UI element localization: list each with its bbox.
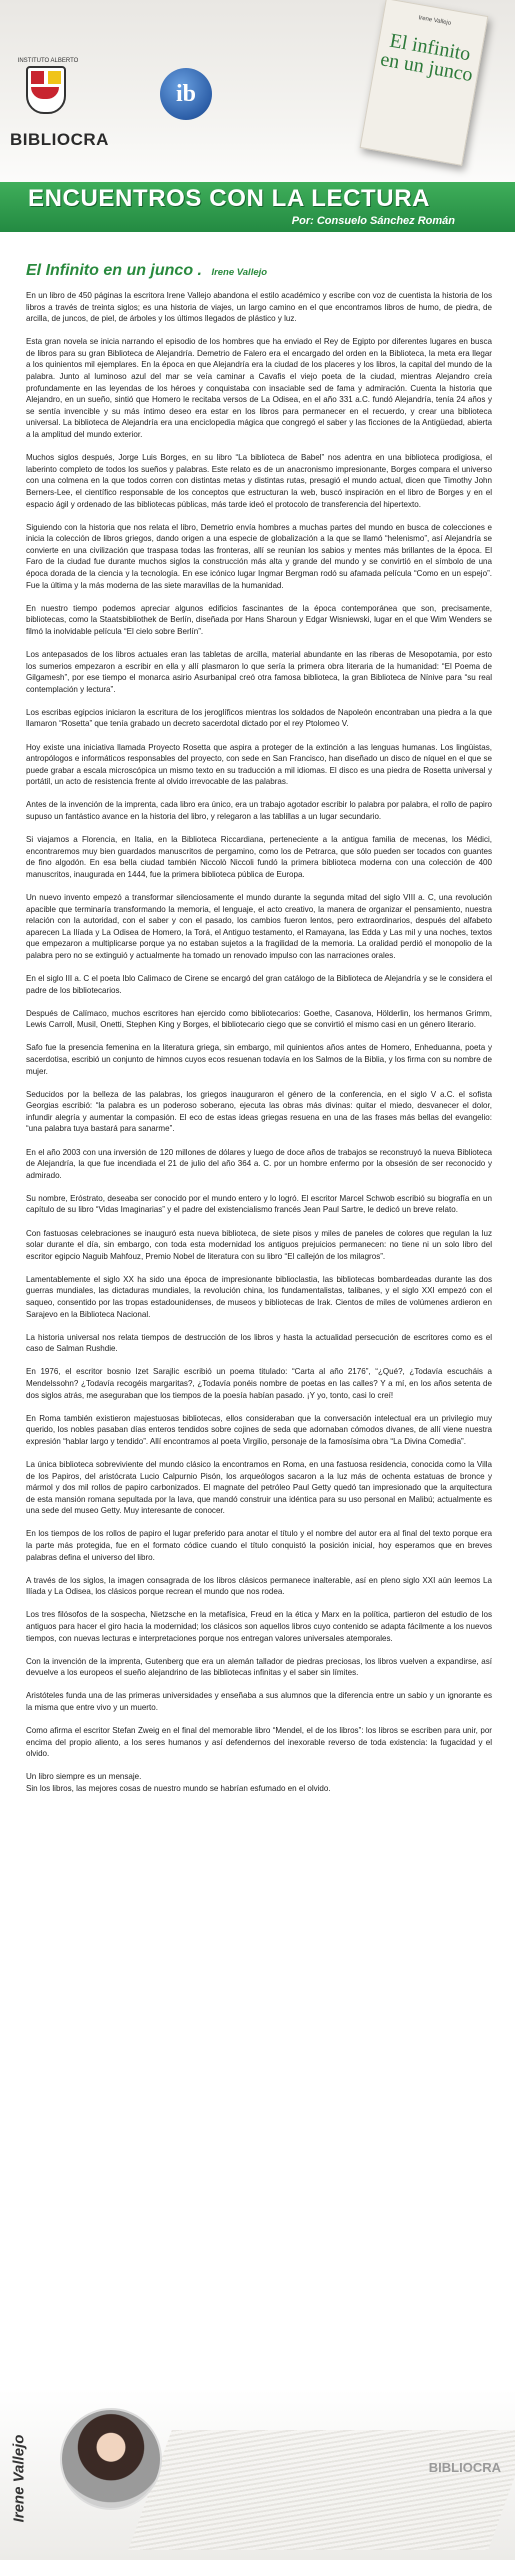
section-banner [0, 182, 515, 232]
brand-logo: BIBLIOCRA [10, 130, 109, 149]
article-paragraph: Muchos siglos después, Jorge Luis Borges, en su libro “La biblioteca de Babel” nos adentra en una biblioteca prodigiosa, el laberinto completo de todos los sueños y palabras. Este relato es de un anacronismo impresionante, Borges compara el universo con una colmena en la que todos corren con distintas metas y distintas rutas, presagió el mundo actual, dicen que Timothy John Berners-Lee, el científico responsable de los conceptos que estructuran la web, buscó inspiración en el libro de Borges y en el espacio ágil y ordenado de las bibliotecas públicas, más tarde ideó el protocolo de transferencia del hipertexto. [26, 453, 492, 509]
article-paragraph: Los tres filósofos de la sospecha, Nietzsche en la metafísica, Freud en la ética y Marx en la política, partieron del estudio de los antiguos para hacer el giro hacia la modernidad; los clásicos son aquellos libros cuyo contenido se adapta fácilmente a los nuevos tiempos, con nuevas lecturas e interpretaciones porque nos entregan valores universales atemporales. [26, 1610, 492, 1643]
article-paragraph: En 1976, el escritor bosnio Izet Sarajlic escribió un poema titulado: “Carta al año 2176”, “¿Qué?, ¿Todavía escucháis a Mendelssohn? ¿Todavía recogéis margaritas?, ¿Todavía ponéis nombre de poetas en las calles? Y a mí, en los años setenta de dos siglos atrás, me aseguraban que los tiempos de la poesía habían pasado. ¡Y yo, tonto, casi lo creí! [26, 1367, 492, 1400]
footer [0, 2390, 515, 2560]
article-body [26, 290, 492, 1794]
seal-text: INSTITUTO ALBERTO [17, 58, 79, 64]
book-footer [362, 139, 462, 157]
author-name-label: Irene Vallejo [10, 2434, 28, 2523]
article-paragraph: Seducidos por la belleza de las palabras, los griegos inauguraron el género de la conferencia, en el siglo V a.C. el sofista Georgias escribió: “la palabra es un poderoso soberano, ejecuta las obras más divinas: quitar el miedo, desvanecer el dolor, infundir alegría y aumentar la compasión. El eco de estas ideas griegas resuena en una de las frases más bellas del evangelio: “una palabra tuya bastará para sanarme”. [26, 1089, 492, 1134]
article-paragraph: En un libro de 450 páginas la escritora Irene Vallejo abandona el estilo académico y escribe con voz de cuentista la historia de los libros a través de treinta siglos; es una historia de viajes, un largo camino en el que encontramos libros de humo, de piedra, de arcilla, de juncos, de piel, de árboles y los últimos llegados de plástico y luz. [26, 291, 492, 324]
banner-title: ENCUENTROS CON LA LECTURA [28, 185, 431, 212]
book-author: Irene Vallejo [418, 15, 452, 27]
article-paragraph: Esta gran novela se inicia narrando el episodio de los hombres que ha enviado el Rey de Egipto por diferentes lugares en busca de libros para su gran Biblioteca de Alejandría. Demetrio de Falero era el encargado del orden en la Biblioteca, la meta era llegar a los quinientos mil ejemplares. En la época en que Alejandría era la ciudad de los placeres y los libros, la capital del mundo de la palabra. Junto al luminoso azul del mar se veía caminar a Cavafis el viejo poeta de la ciudad, mientras Alejandro creía profundamente en las leyendas de los héroes y conquistaba con insaciable sed de fama y admiración. Cuenta la historia que Alejandro, en un sueño, sintió que Homero le recitaba versos de La Odisea, en el año 331 a.C. fundó Alejandría, tenía 24 años y se sentía invencible y su más íntimo deseo era estar en los libros para permanecer en el recuerdo, y crear una biblioteca universal. La biblioteca de Alejandría era una enciclopedia mágica que congregó el saber y las ficciones de la Antigüedad, abierta a la amplitud del mundo exterior. [26, 337, 492, 440]
article-paragraph: Safo fue la presencia femenina en la literatura griega, sin embargo, mil quinientos años antes de Homero, Enheduanna, poeta y sacerdotisa, escribió un conjunto de himnos cuyos ecos resuenan todavía en los Salmos de la Biblia, y los firma con su nombre de mujer. [26, 1043, 492, 1076]
article-paragraph: Un libro siempre es un mensaje. Sin los libros, las mejores cosas de nuestro mundo se habrían esfumado en el olvido. [26, 1772, 331, 1793]
article-paragraph: Los escribas egipcios iniciaron la escritura de los jeroglíficos mientras los soldados de Napoleón encontraban una piedra a la que llamaron “Rosetta” que tenía grabado un decreto sacerdotal dictado por el rey Ptolomeo V. [26, 707, 492, 729]
article-paragraph: En nuestro tiempo podemos apreciar algunos edificios fascinantes de la época contemporánea que son, precisamente, bibliotecas, como la Staatsbibliothek de Berlín, diseñada por Hans Sharoun y Edgar Wisniewski, lugar en el que Wim Wenders se filmó la inolvidable película “El cielo sobre Berlín”. [26, 603, 492, 636]
header [0, 0, 515, 210]
article-paragraph: Como afirma el escritor Stefan Zweig en el final del memorable libro “Mendel, el de los libros”: los libros se escriben para unir, por encima del propio aliento, a los seres humanos y así defendernos del inexorable reverso de toda existencia: la fugacidad y el olvido. [26, 1726, 492, 1759]
article-paragraph: En los tiempos de los rollos de papiro el lugar preferido para anotar el título y el nombre del autor era al final del texto porque era la parte más protegida, fue en el formato códice cuando el título conquistó la posición inicial, hoy esperamos que en breves palabras defina el universo del libro. [26, 1529, 492, 1562]
author-name-vertical [4, 2410, 28, 2550]
shield-icon [26, 66, 66, 114]
banner-subtitle: Por: Consuelo Sánchez Román [291, 215, 455, 227]
article-paragraph: La única biblioteca sobreviviente del mundo clásico la encontramos en Roma, en una fastuosa residencia, conocida como la Villa de los Papiros, del aristócrata Lucio Calpurnio Pisón, los arqueólogos sacaron a la luz más de ochenta estatuas de bronce y mármol y dos mil rollos de papiro carbonizados. El magnate del petróleo Paul Getty quedó tan impresionado que la arquitectura de esta mansión romana sepultada por la lava, que mandó construir una idéntica para su uso personal en Malibú; actualmente es una sede del museo Getty. Muy interesante de conocer. [26, 1459, 492, 1516]
author-portrait [60, 2408, 162, 2510]
article-paragraph: Lamentablemente el siglo XX ha sido una época de impresionante biblioclastia, las bibliotecas bombardeadas durante las dos guerras mundiales, las dictaduras mundiales, la revolución china, los fundamentalistas, talibanes, y el siglo XXI empezó con el saqueo, consentido por las tropas estadounidenses, de museos y bibliotecas de Irak. Cientos de miles de volúmenes ardieron en Sarajevo en la Biblioteca Nacional. [26, 1274, 492, 1319]
article-paragraph: A través de los siglos, la imagen consagrada de los libros clásicos permanece inalterable, así en pleno siglo XXI aún leemos La Ilíada y La Odisea, los clásicos porque recrean el mundo que nos rodea. [26, 1575, 492, 1597]
book-title: El infinito en un junco [378, 29, 475, 87]
article-paragraph: Aristóteles funda una de las primeras universidades y enseñaba a sus alumnos que la diferencia entre un sabio y un ignorante es la misma que entre vivo y un muerto. [26, 1691, 492, 1712]
article-title: El Infinito en un junco . [26, 262, 202, 279]
article-paragraph: Con fastuosas celebraciones se inauguró esta nueva biblioteca, de siete pisos y miles de paneles de colores que regulan la luz solar durante el día, sin embargo, con toda esta modernidad los antiguos prejuicios permanecen: no tiene ni un solo libro del escritor egipcio Naguib Mahfouz, Premio Nobel de literatura con su libro “El callejón de los milagros”. [26, 1228, 492, 1261]
book-pages-illustration [128, 2430, 515, 2550]
footer-brand: BIBLIOCRA [428, 2460, 501, 2475]
ib-logo: ib [160, 68, 212, 120]
article-paragraph: Un nuevo invento empezó a transformar silenciosamente el mundo durante la segunda mitad del siglo VIII a. C, una revolución apacible que terminaría transformando la memoria, el lenguaje, el acto creativo, la manera de organizar el pensamiento, nuestra relación con la autoridad, con el saber y con el pasado, los cambios fueron lentos, pero extraordinarios, después del alfabeto aparecen La Ilíada y La Odisea de Homero, la Torá, el Antiguo testamento, el Ramayana, las Edda y Las mil y una noches, textos que empezaron a multiplicarse porque ya no estaban sujetos a la fragilidad de la memoria. La oralidad perdió el monopolio de la palabra pero no se extinguió y actualmente ha tomado un renovado impulso con las narraciones orales. [26, 892, 492, 960]
article-paragraph: Siguiendo con la historia que nos relata el libro, Demetrio envía hombres a muchas partes del mundo en busca de colecciones e inicia la colección de libros griegos, dando origen a una especie de globalización a la que se llamó “helenismo”, así Alejandría se convierte en una civilización que traspasa todas las fronteras, allí se reunían los sabios y mentes más brillantes de la época. El Faro de la ciudad fue durante muchos siglos la construcción más alta y grande del mundo y se convirtió en el símbolo de una época dorada de la ciencia y la tecnología. En ese icónico lugar Ingmar Bergman rodó su afamada película “Como en un espejo”. Fue la última y la más moderna de las siete maravillas de la humanidad. [26, 522, 492, 590]
article-paragraph: Después de Calímaco, muchos escritores han ejercido como bibliotecarios: Goethe, Casanova, Hölderlin, los hermanos Grimm, Lewis Carroll, Musil, Onetti, Stephen King y Borges, el bibliotecario ciego que se convirtió el mismo casi en un género literario. [26, 1008, 492, 1030]
article-paragraph: Con la invención de la imprenta, Gutenberg que era un alemán tallador de piedras preciosas, los libros vuelven a expandirse, así devuelve a los europeos el sueño alejandrino de las bibliotecas infinitas y el saber sin límites. [26, 1656, 492, 1678]
article-paragraph: Los antepasados de los libros actuales eran las tabletas de arcilla, material abundante en las riberas de Mesopotamia, por esto los sumerios empezaron a escribir en ella y allí plasmaron lo que sería la primera obra literaria de la humanidad: “El Poema de Gilgamesh”, por ese tiempo el monarca asirio Asurbanipal creó otra famosa biblioteca, la gran Biblioteca de Nínive para “su real contemplación y lectura”. [26, 649, 492, 694]
article-author: Irene Vallejo [211, 267, 268, 278]
article-paragraph: Su nombre, Eróstrato, deseaba ser conocido por el mundo entero y lo logró. El escritor Marcel Schwob escribió su biografía en un capítulo de su libro “Vidas Imaginarias” y el padre del existencialismo francés Jean Paul Sartre, le dedicó un breve relato. [26, 1193, 492, 1215]
article-paragraph: Antes de la invención de la imprenta, cada libro era único, era un trabajo agotador escribir lo palabra por palabra, el rollo de papiro supuso un fantástico avance en la historia del libro, y relegaron a las tablillas a un lugar secundario. [26, 800, 492, 821]
article-heading [26, 262, 492, 280]
book-cover [360, 0, 489, 166]
article-paragraph: Hoy existe una iniciativa llamada Proyecto Rosetta que aspira a proteger de la extinción a las lenguas humanas. Los lingüistas, antropólogos e informáticos responsables del proyecto, con sede en San Francisco, han diseñado un disco de níquel en el que se puede grabar a escala microscópica un mismo texto en su traducción a mil idiomas. El disco es una piedra de Rosetta universal y portátil, un acto de resistencia frente al olvido irrevocable de las palabras. [26, 742, 492, 787]
article-paragraph: En el siglo III a. C el poeta Iblo Calimaco de Cirene se encargó del gran catálogo de la Biblioteca de Alejandría y se le considera el padre de los bibliotecarios. [26, 974, 492, 995]
article-paragraph: En Roma también existieron majestuosas bibliotecas, ellos consideraban que la conversación intelectual era un privilegio muy querido, los nobles pasaban días enteros tendidos sobre cojines de seda que adornaban cómodos divanes, de allí viene nuestra expresión “hablar largo y tendido”. Allí encontramos al poeta Virgilio, personaje de la famosísima obra “La Divina Comedia”. [26, 1413, 492, 1446]
article-paragraph: Si viajamos a Florencia, en Italia, en la Biblioteca Riccardiana, perteneciente a la antigua familia de mecenas, los Médici, encontraremos muy bien guardados manuscritos de pergamino, como los de Petrarca, que sólo pueden ser tocados con guantes de fino algodón. En esa bella ciudad también Niccolò Niccoli fundó la primera biblioteca moderna con una colección de 400 manuscritos, inaugurada en 1444, fue la primera biblioteca pública de Europa. [26, 835, 492, 879]
article [26, 262, 492, 1806]
article-paragraph: La historia universal nos relata tiempos de destrucción de los libros y hasta la actualidad persecución de escritores como es el caso de Salman Rushdie. [26, 1332, 492, 1354]
article-paragraph: En el año 2003 con una inversión de 120 millones de dólares y luego de doce años de trabajos se reconstruyó la nueva Biblioteca de Alejandría, la que fue incendiada el 21 de julio del año 364 a. C. por un hombre enfermo por la obsesión de ser reconocido y admirado. [26, 1147, 492, 1180]
